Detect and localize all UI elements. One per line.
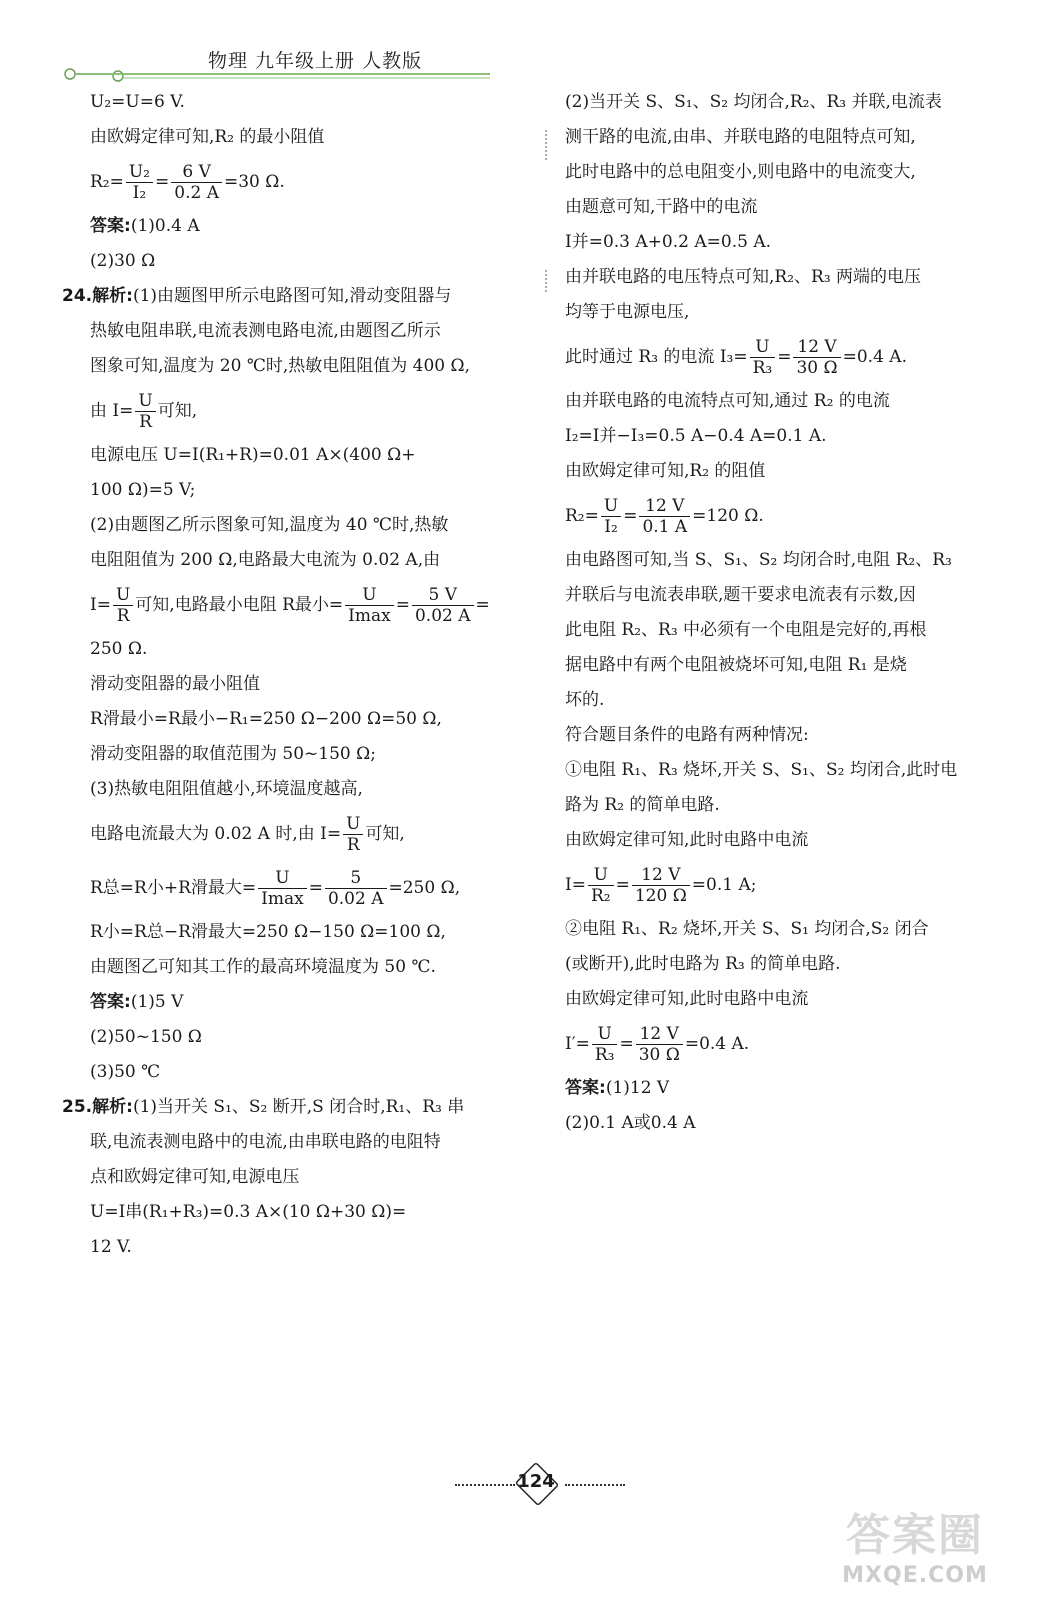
fraction: $\frac{U}{Imax}$: [345, 585, 394, 626]
answer-line: 答案:(1)5 V: [90, 992, 184, 1012]
text-line: 由并联电路的电压特点可知,R₂、R₃ 两端的电压: [565, 267, 922, 287]
text-line: 100 Ω)=5 V;: [90, 480, 196, 500]
answer-line: (2)50~150 Ω: [90, 1027, 202, 1047]
text-line: 由电路图可知,当 S、S₁、S₂ 均闭合时,电阻 R₂、R₃: [565, 550, 952, 570]
fraction: $\frac{U}{Imax}$: [258, 868, 307, 909]
formula-line: I= $\frac{U}{R}$ 可知,电路最小电阻 R最小= $\frac{U}{Imax}$ = $\frac{5 V}{0.02 A}$ =: [90, 585, 490, 626]
footer-dotted-line: [455, 1484, 515, 1486]
text-line: 250 Ω.: [90, 639, 148, 659]
text-line: 电源电压 U=I(R₁+R)=0.01 A×(400 Ω+: [90, 445, 416, 465]
answer-line: 答案:(1)12 V: [565, 1078, 670, 1098]
watermark-url: MXQE.COM: [842, 1563, 988, 1588]
page-footer: [455, 1462, 635, 1502]
text-line: U₂=U=6 V.: [90, 92, 185, 112]
column-separator: [545, 270, 549, 292]
right-column: [565, 90, 1010, 1146]
text-line: 滑动变阻器的最小阻值: [90, 674, 260, 694]
text-line: (2)由题图乙所示图象可知,温度为 40 ℃时,热敏: [90, 515, 449, 535]
page-number: 124: [517, 1471, 555, 1492]
text-line: (或断开),此时电路为 R₃ 的简单电路.: [565, 954, 841, 974]
text-line: (2)当开关 S、S₁、S₂ 均闭合,R₂、R₃ 并联,电流表: [565, 92, 942, 112]
text-line: 图象可知,温度为 20 ℃时,热敏电阻阻值为 400 Ω,: [90, 356, 471, 376]
text-line: 电阻阻值为 200 Ω,电路最大电流为 0.02 A,由: [90, 550, 441, 570]
page-header: [60, 38, 500, 88]
header-title: 物理 九年级上册 人教版: [208, 50, 423, 72]
formula-line: I′= $\frac{U}{\text{R₃}}$ = $\frac{12 V}{30 \Omega}$ =0.4 A.: [565, 1024, 750, 1065]
answer-line: 答案:(1)0.4 A: [90, 216, 200, 236]
text-line: 由欧姆定律可知,R₂ 的阻值: [565, 461, 766, 481]
formula-line: R总=R小+R滑最大= $\frac{U}{Imax}$ = $\frac{5}{0.02 A}$ =250 Ω,: [90, 868, 461, 909]
text-line: 均等于电源电压,: [565, 302, 690, 322]
text-line: 热敏电阻串联,电流表测电路电流,由题图乙所示: [90, 321, 441, 341]
answer-line: (2)30 Ω: [90, 251, 156, 271]
watermark: [815, 1499, 1015, 1588]
text-line: U=I串(R₁+R₃)=0.3 A×(10 Ω+30 Ω)=: [90, 1202, 407, 1222]
text-line: R滑最小=R最小−R₁=250 Ω−200 Ω=50 Ω,: [90, 709, 442, 729]
fraction: $\frac{5}{0.02 A}$: [325, 868, 387, 909]
formula-line: I= $\frac{U}{\text{R₂}}$ = $\frac{12 V}{120 \Omega}$ =0.1 A;: [565, 865, 757, 906]
text-line: 由并联电路的电流特点可知,通过 R₂ 的电流: [565, 391, 890, 411]
answer-line: (2)0.1 A或0.4 A: [565, 1113, 696, 1133]
fraction: $\frac{U}{R}$: [135, 391, 155, 432]
fraction: $\frac{12 V}{30 \Omega}$: [793, 337, 840, 378]
formula-line: 此时通过 R₃ 的电流 I₃= $\frac{U}{\text{R₃}}$ = $\frac{12 V}{30 \Omega}$ =0.4 A.: [565, 337, 907, 378]
left-column: [62, 90, 535, 1270]
text-line: 由欧姆定律可知,此时电路中电流: [565, 830, 809, 850]
text-line: 此时电路中的总电阻变小,则电路中的电流变大,: [565, 162, 916, 182]
formula-line: R₂= $\frac{U}{\text{I₂}}$ = $\frac{12 V}{0.1 A}$ =120 Ω.: [565, 496, 764, 537]
column-separator: [545, 130, 549, 160]
fraction: $\frac{12 V}{30 \Omega}$: [636, 1024, 683, 1065]
text-line: 滑动变阻器的取值范围为 50~150 Ω;: [90, 744, 376, 764]
formula-line: 由 I= $\frac{U}{R}$ 可知,: [90, 391, 198, 432]
text-line: 由题图乙可知其工作的最高环境温度为 50 ℃.: [90, 957, 436, 977]
fraction: $\frac{U}{\text{I₂}}$: [601, 496, 621, 537]
fraction: $\frac{U}{R}$: [343, 814, 363, 855]
question-24-start: 24.解析:(1)由题图甲所示电路图可知,滑动变阻器与: [62, 286, 452, 306]
text-line: 坏的.: [565, 690, 605, 710]
answer-line: (3)50 ℃: [90, 1062, 161, 1082]
text-line: 并联后与电流表串联,题干要求电流表有示数,因: [565, 585, 916, 605]
text-line: 点和欧姆定律可知,电源电压: [90, 1167, 300, 1187]
watermark-logo: 答案圈: [846, 1510, 984, 1561]
text-line: 此电阻 R₂、R₃ 中必须有一个电阻是完好的,再根: [565, 620, 927, 640]
text-line: ①电阻 R₁、R₃ 烧坏,开关 S、S₁、S₂ 均闭合,此时电: [565, 760, 958, 780]
text-line: 符合题目条件的电路有两种情况:: [565, 725, 809, 745]
text-line: 由欧姆定律可知,此时电路中电流: [565, 989, 809, 1009]
fraction: $\frac{6 V}{0.2 A}$: [171, 162, 222, 203]
formula-line: 电路电流最大为 0.02 A 时,由 I= $\frac{U}{R}$ 可知,: [90, 814, 405, 855]
fraction: $\frac{12 V}{120 \Omega}$: [632, 865, 690, 906]
fraction: $\frac{U}{\text{R₂}}$: [588, 865, 614, 906]
text-line: R小=R总−R滑最大=250 Ω−150 Ω=100 Ω,: [90, 922, 446, 942]
text-line: I并=0.3 A+0.2 A=0.5 A.: [565, 232, 772, 252]
fraction: $\frac{U}{\text{R₃}}$: [592, 1024, 618, 1065]
fraction: $\frac{U}{R}$: [113, 585, 133, 626]
fraction: $\frac{5 V}{0.02 A}$: [412, 585, 474, 626]
text-line: 12 V.: [90, 1237, 132, 1257]
formula-line: R₂= $\frac{\text{U₂}}{\text{I₂}}$ = $\frac{6 V}{0.2 A}$ =30 Ω.: [90, 162, 285, 203]
text-line: ②电阻 R₁、R₂ 烧坏,开关 S、S₁ 均闭合,S₂ 闭合: [565, 919, 929, 939]
question-25-start: 25.解析:(1)当开关 S₁、S₂ 断开,S 闭合时,R₁、R₃ 串: [62, 1097, 465, 1117]
text-line: I₂=I并−I₃=0.5 A−0.4 A=0.1 A.: [565, 426, 827, 446]
text-line: 测干路的电流,由串、并联电路的电阻特点可知,: [565, 127, 916, 147]
fraction: $\frac{\text{U₂}}{\text{I₂}}$: [126, 162, 153, 203]
text-line: 据电路中有两个电阻被烧坏可知,电阻 R₁ 是烧: [565, 655, 907, 675]
text-line: 由欧姆定律可知,R₂ 的最小阻值: [90, 127, 325, 147]
text-line: 路为 R₂ 的简单电路.: [565, 795, 720, 815]
text-line: (3)热敏电阻阻值越小,环境温度越高,: [90, 779, 363, 799]
fraction: $\frac{U}{\text{R₃}}$: [750, 337, 776, 378]
fraction: $\frac{12 V}{0.1 A}$: [639, 496, 690, 537]
text-line: 由题意可知,干路中的电流: [565, 197, 758, 217]
text-line: 联,电流表测电路中的电流,由串联电路的电阻特: [90, 1132, 441, 1152]
footer-dotted-line: [565, 1484, 625, 1486]
